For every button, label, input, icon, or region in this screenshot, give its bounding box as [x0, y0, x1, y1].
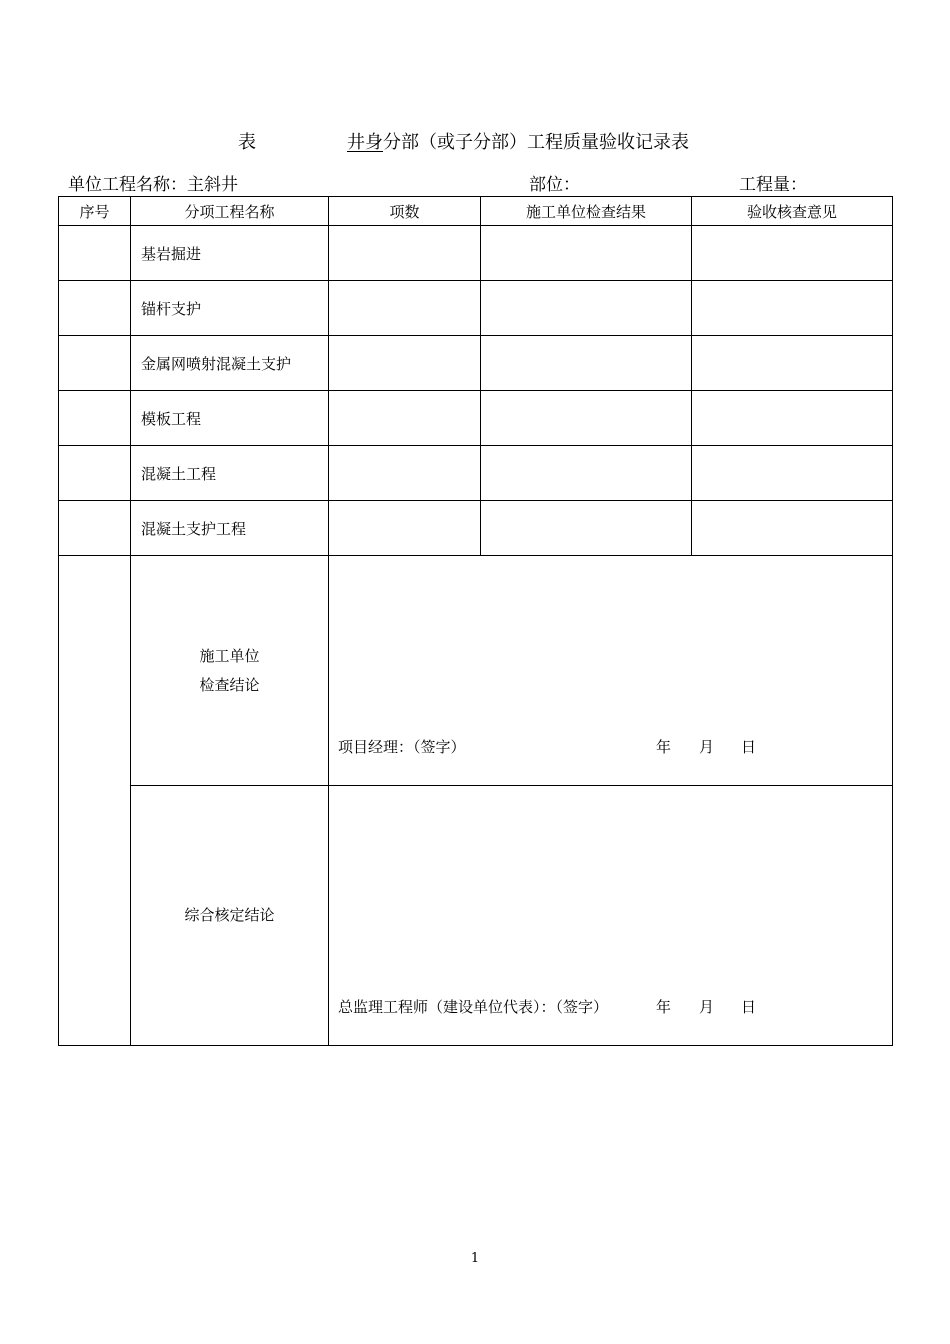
row-check-result: [481, 391, 692, 446]
row-opinion: [692, 281, 893, 336]
form-title: [0, 124, 950, 154]
row-no: [59, 446, 131, 501]
acceptance-table: [58, 196, 893, 1046]
row-opinion: [692, 336, 893, 391]
row-opinion: [692, 446, 893, 501]
construction-conclusion-label: [131, 556, 329, 786]
header-item-name: 分项工程名称: [131, 197, 329, 226]
unit-project-name: 单位工程名称：主斜井: [68, 175, 238, 195]
overall-conclusion-content: [329, 786, 893, 1046]
construction-conclusion-content: [329, 556, 893, 786]
construction-label-line1: 施工单位: [199, 646, 260, 665]
overall-conclusion-label: 综合核定结论: [131, 786, 329, 1046]
row-check-result: [481, 226, 692, 281]
table-row: [59, 281, 893, 336]
table-row: [59, 391, 893, 446]
header-count: 项数: [329, 197, 481, 226]
title-suffix: 分部（或子分部）工程质量验收记录表: [383, 132, 689, 153]
row-item-name: 金属网喷射混凝土支护: [131, 336, 329, 391]
row-item-name: 混凝土支护工程: [131, 501, 329, 556]
row-count: [329, 391, 481, 446]
table-row: [59, 446, 893, 501]
year-label: 年: [656, 738, 672, 756]
row-check-result: [481, 281, 692, 336]
row-no: [59, 391, 131, 446]
quantity-label: 工程量：: [739, 175, 807, 195]
header-row: [59, 197, 893, 226]
row-check-result: [481, 446, 692, 501]
row-item-name: 基岩掘进: [131, 226, 329, 281]
row-opinion: [692, 391, 893, 446]
row-count: [329, 281, 481, 336]
row-no: [59, 226, 131, 281]
row-item-name: 模板工程: [131, 391, 329, 446]
month-label: 月: [699, 998, 715, 1016]
conclusion-no-cell: [59, 556, 131, 1046]
row-check-result: [481, 501, 692, 556]
construction-conclusion-row: [59, 556, 893, 786]
title-subject: 井身: [347, 132, 383, 153]
row-no: [59, 501, 131, 556]
day-label: 日: [741, 998, 757, 1016]
construction-label-line2: 检查结论: [199, 675, 260, 694]
row-no: [59, 281, 131, 336]
header-check-result: 施工单位检查结果: [481, 197, 692, 226]
row-no: [59, 336, 131, 391]
table-row: [59, 501, 893, 556]
row-item-name: 混凝土工程: [131, 446, 329, 501]
row-count: [329, 501, 481, 556]
row-count: [329, 226, 481, 281]
month-label: 月: [699, 738, 715, 756]
project-manager-signature: 项目经理：（签字）: [338, 738, 466, 756]
page-number: 1: [470, 1251, 480, 1266]
header-opinion: 验收核查意见: [692, 197, 893, 226]
position-label: 部位：: [529, 175, 580, 195]
row-count: [329, 446, 481, 501]
table-row: [59, 226, 893, 281]
row-count: [329, 336, 481, 391]
overall-signature-line: [338, 996, 757, 1017]
table-row: [59, 336, 893, 391]
overall-conclusion-row: [59, 786, 893, 1046]
title-prefix: 表: [238, 132, 256, 153]
chief-supervisor-signature: 总监理工程师（建设单位代表）：（签字）: [338, 998, 609, 1016]
row-item-name: 锚杆支护: [131, 281, 329, 336]
row-check-result: [481, 336, 692, 391]
header-no: 序号: [59, 197, 131, 226]
year-label: 年: [656, 998, 672, 1016]
row-opinion: [692, 501, 893, 556]
day-label: 日: [741, 738, 757, 756]
title-main: [347, 128, 689, 154]
row-opinion: [692, 226, 893, 281]
construction-signature-line: [338, 736, 757, 757]
